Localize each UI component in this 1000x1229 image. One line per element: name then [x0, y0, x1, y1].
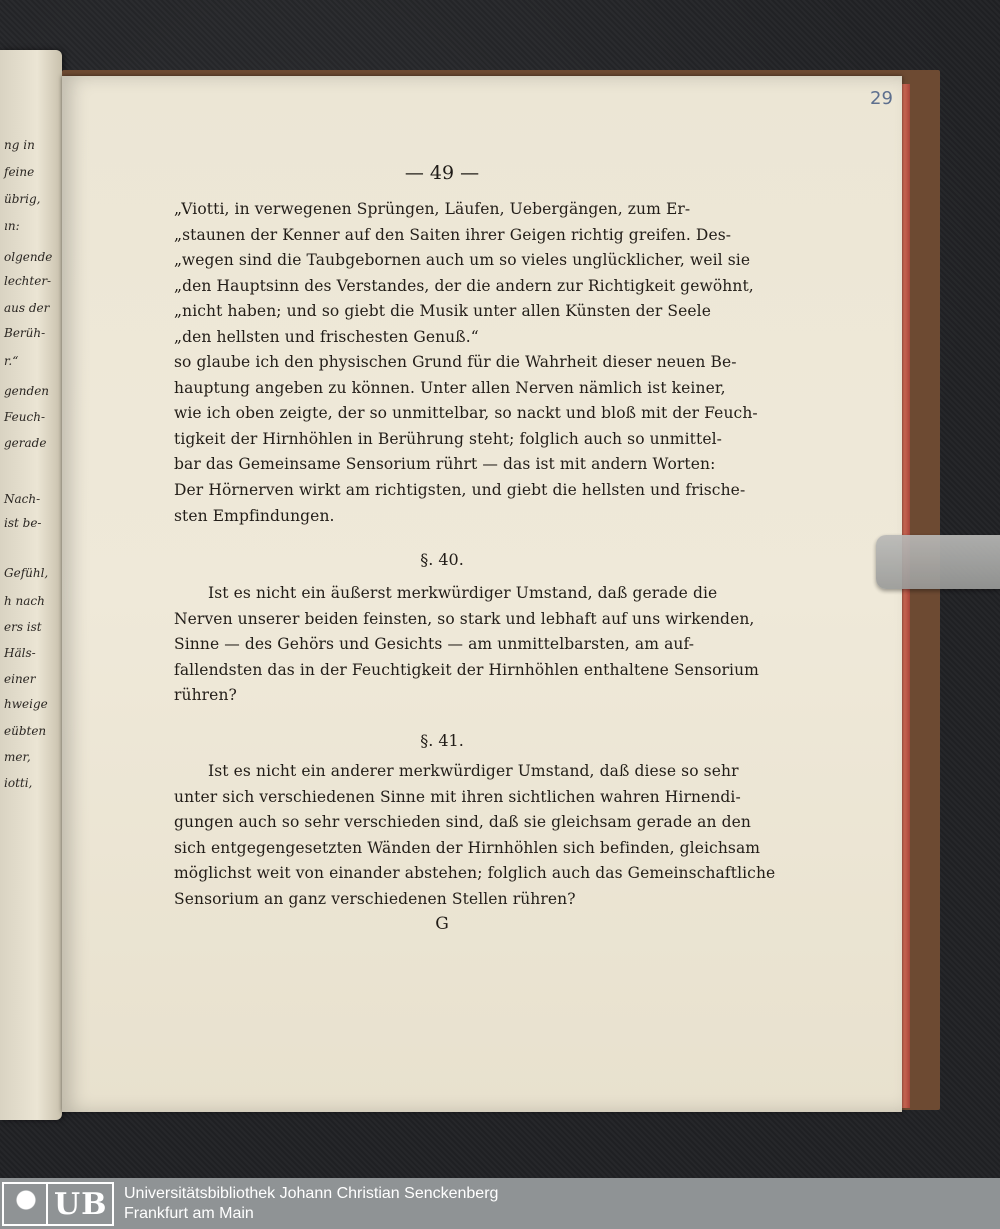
text-line: unter sich verschiedenen Sinne mit ihren sichtlichen wahren Hirnendi- — [174, 787, 741, 806]
portrait-icon — [6, 1184, 48, 1224]
left-page-text-fragment: Gefühl, — [4, 566, 49, 580]
text-line: hauptung angeben zu können. Unter allen Nerven nämlich ist keiner, — [174, 378, 726, 397]
section-heading-40: §. 40. — [420, 550, 464, 569]
left-facing-page — [0, 50, 62, 1120]
text-line: möglichst weit von einander abstehen; folglich auch das Gemeinschaftliche — [174, 864, 776, 883]
text-line: Nerven unserer beiden feinsten, so stark und lebhaft auf uns wirkenden, — [174, 609, 755, 628]
left-page-text-fragment: ers ist — [4, 620, 42, 634]
text-line: „Viotti, in verwegenen Sprüngen, Läufen, Uebergängen, zum Er- — [174, 200, 691, 218]
library-name: Universitätsbibliothek Johann Christian Senckenberg — [124, 1185, 499, 1202]
text-line: „den Hauptsinn des Verstandes, der die andern zur Richtigkeit gewöhnt, — [174, 276, 754, 295]
text-line: „nicht haben; und so giebt die Musik unter allen Künsten der Seele — [174, 302, 711, 321]
left-page-text-fragment: gerade — [4, 436, 47, 450]
bookmark-tab — [876, 535, 1000, 589]
left-page-text-fragment: einer — [4, 672, 36, 686]
left-page-text-fragment: iotti, — [4, 776, 33, 790]
text-line: „staunen der Kenner auf den Saiten ihrer Geigen richtig greifen. Des- — [174, 225, 732, 244]
text-line: „den hellsten und frischesten Genuß.“ — [174, 328, 479, 346]
left-page-text-fragment: Häls- — [4, 646, 36, 660]
left-page-text-fragment: ng in — [4, 138, 35, 152]
text-line: Der Hörnerven wirkt am richtigsten, und giebt die hellsten und frische- — [174, 481, 746, 499]
left-page-text-fragment: r.“ — [4, 354, 19, 368]
text-line: fallendsten das in der Feuchtigkeit der Hirnhöhlen enthaltene Sensorium — [174, 660, 759, 679]
text-line: Ist es nicht ein anderer merkwürdiger Umstand, daß diese so sehr — [208, 762, 739, 780]
left-page-text-fragment: lechter- — [4, 274, 52, 288]
text-line: Ist es nicht ein äußerst merkwürdiger Umstand, daß gerade die — [208, 584, 718, 602]
library-logo[interactable] — [2, 1182, 114, 1226]
pencil-folio-number: 29 — [870, 88, 893, 109]
section-heading-41: §. 41. — [420, 731, 464, 750]
signature-mark: G — [435, 914, 449, 934]
text-line: Sensorium an ganz verschiedenen Stellen rühren? — [174, 890, 576, 908]
text-line: bar das Gemeinsame Sensorium rührt — das ist mit andern Worten: — [174, 455, 716, 474]
text-line: wie ich oben zeigte, der so unmittelbar, so nackt und bloß mit der Feuch- — [174, 404, 758, 423]
left-page-text-fragment: genden — [4, 384, 50, 398]
library-city: Frankfurt am Main — [124, 1205, 254, 1222]
text-line: sich entgegengesetzten Wänden der Hirnhöhlen sich befinden, gleichsam — [174, 838, 761, 857]
page-header: — 49 — — [404, 162, 480, 184]
left-page-text-fragment: ın: — [4, 219, 20, 233]
left-page-text-fragment: ist be- — [4, 516, 42, 530]
text-line: „wegen sind die Taubgebornen auch um so vieles unglücklicher, weil sie — [174, 251, 751, 270]
left-page-text-fragment: feine — [4, 165, 35, 179]
text-line: Sinne — des Gehörs und Gesichts — am unmittelbarsten, am auf- — [174, 635, 695, 654]
left-page-text-fragment: übrig, — [4, 192, 41, 206]
logo-text: UB — [54, 1186, 108, 1222]
text-line: tigkeit der Hirnhöhlen in Berührung steht; folglich auch so unmittel- — [174, 429, 722, 448]
left-page-text-fragment: olgende — [4, 250, 53, 264]
left-page-text-fragment: Feuch- — [4, 410, 46, 424]
left-page-text-fragment: mer, — [4, 750, 31, 764]
left-page-text-fragment: h nach — [4, 594, 45, 608]
left-page-text-fragment: hweige — [4, 697, 48, 711]
text-line: gungen auch so sehr verschieden sind, daß sie gleichsam gerade an den — [174, 813, 751, 832]
left-page-text-fragment: eübten — [4, 724, 47, 738]
text-line: so glaube ich den physischen Grund für die Wahrheit dieser neuen Be- — [174, 353, 737, 371]
left-page-text-fragment: Nach- — [4, 492, 41, 506]
left-page-text-fragment: Berüh- — [4, 326, 46, 340]
text-line: rühren? — [174, 686, 237, 705]
left-page-text-fragment: aus der — [4, 301, 50, 315]
text-line: sten Empfindungen. — [174, 506, 335, 525]
